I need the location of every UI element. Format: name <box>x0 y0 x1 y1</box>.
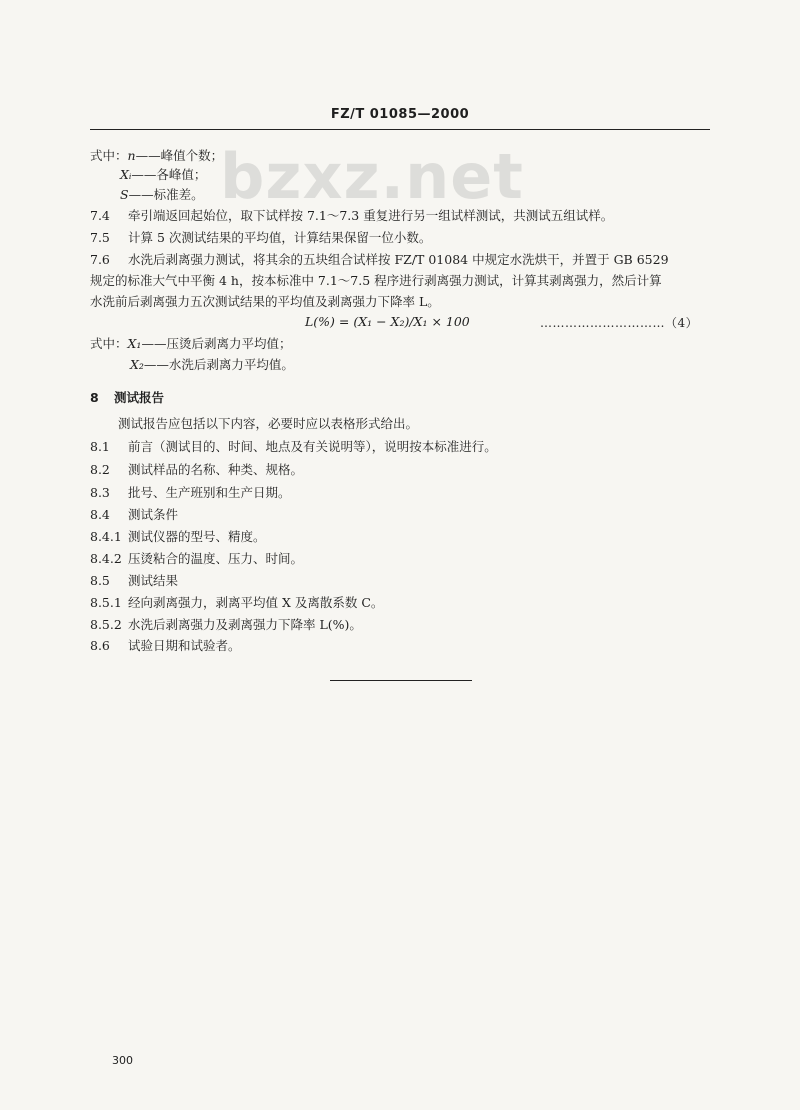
definition: ——水洗后剥离力平均值。 <box>143 357 294 372</box>
where-line-xi <box>120 167 206 183</box>
clause-text: 水洗后剥离强力测试，将其余的五块组合试样按 FZ/T 01084 中规定水洗烘干，并置于 GB 6529 <box>128 252 669 267</box>
formula-reference: …………………………（4） <box>540 316 699 330</box>
report-item-8-4-1 <box>90 529 266 545</box>
where-line-x1 <box>90 336 291 352</box>
clause-text: 计算 5 次测试结果的平均值，计算结果保留一位小数。 <box>128 230 432 245</box>
standard-code-header: FZ/T 01085—2000 <box>330 107 470 122</box>
report-item-8-5-1 <box>90 595 383 611</box>
symbol: Xᵢ <box>120 167 132 182</box>
report-item-8-2 <box>90 462 303 478</box>
definition: ——峰值个数； <box>135 148 224 163</box>
symbol: S <box>120 187 129 202</box>
symbol: X₁ <box>127 336 142 351</box>
clause-7-6-line-3: 水洗前后剥离强力五次测试结果的平均值及剥离强力下降率 L。 <box>90 294 440 309</box>
where-line-s <box>120 187 204 203</box>
item-text: 经向剥离强力，剥离平均值 X 及离散系数 C。 <box>128 595 384 610</box>
clause-7-6-line-2: 规定的标准大气中平衡 4 h，按本标准中 7.1～7.5 程序进行剥离强力测试，计算其剥离强力，然后计算 <box>90 273 662 288</box>
item-number: 8.5.1 <box>90 595 122 610</box>
item-text: 前言（测试目的、时间、地点及有关说明等），说明按本标准进行。 <box>128 439 497 454</box>
report-item-8-5 <box>90 573 178 589</box>
report-item-8-4-2 <box>90 551 303 567</box>
report-item-8-1 <box>90 439 497 455</box>
item-number: 8.4 <box>90 507 110 522</box>
clause-7-6 <box>90 252 669 268</box>
item-number: 8.4.2 <box>90 551 122 566</box>
clause-number: 7.6 <box>90 252 110 267</box>
clause-number: 7.5 <box>90 230 110 245</box>
item-number: 8.3 <box>90 485 110 500</box>
symbol: n <box>127 148 136 163</box>
item-text: 水洗后剥离强力及剥离强力下降率 L(%)。 <box>128 617 362 632</box>
item-text: 试验日期和试验者。 <box>128 638 241 653</box>
report-item-8-3 <box>90 485 291 501</box>
item-number: 8.6 <box>90 638 110 653</box>
item-text: 测试样品的名称、种类、规格。 <box>128 462 304 477</box>
section-8-heading <box>90 390 164 406</box>
where-line-n <box>90 148 223 164</box>
end-of-document-rule <box>330 680 472 681</box>
item-text: 压烫粘合的温度、压力、时间。 <box>128 551 304 566</box>
definition: ——压烫后剥离力平均值； <box>141 336 292 351</box>
formula-expression: L(%) = (X₁ − X₂)/X₁ × 100 <box>305 314 470 329</box>
definition: ——标准差。 <box>128 187 204 202</box>
section-title: 测试报告 <box>114 390 165 405</box>
page-number: 300 <box>112 1054 133 1067</box>
where-line-x2 <box>130 357 294 373</box>
section-8-intro: 测试报告应包括以下内容，必要时应以表格形式给出。 <box>118 416 419 431</box>
report-item-8-4 <box>90 507 178 523</box>
clause-number: 7.4 <box>90 208 110 223</box>
definition: ——各峰值； <box>131 167 207 182</box>
item-text: 测试结果 <box>128 573 179 588</box>
watermark: bzxz.net <box>220 140 524 213</box>
report-item-8-6 <box>90 638 241 654</box>
item-text: 测试条件 <box>128 507 179 522</box>
item-number: 8.5.2 <box>90 617 122 632</box>
clause-7-5 <box>90 230 431 246</box>
item-number: 8.1 <box>90 439 110 454</box>
item-text: 批号、生产班别和生产日期。 <box>128 485 291 500</box>
where-prefix: 式中： <box>90 336 128 351</box>
item-number: 8.5 <box>90 573 110 588</box>
item-number: 8.2 <box>90 462 110 477</box>
item-text: 测试仪器的型号、精度。 <box>128 529 266 544</box>
where-prefix: 式中： <box>90 148 128 163</box>
clause-7-4 <box>90 208 613 224</box>
clause-text: 牵引端返回起始位，取下试样按 7.1～7.3 重复进行另一组试样测试，共测试五组试样。 <box>128 208 614 223</box>
item-number: 8.4.1 <box>90 529 122 544</box>
header-rule <box>90 129 710 130</box>
section-number: 8 <box>90 390 99 405</box>
symbol: X₂ <box>130 357 144 372</box>
report-item-8-5-2 <box>90 617 362 633</box>
